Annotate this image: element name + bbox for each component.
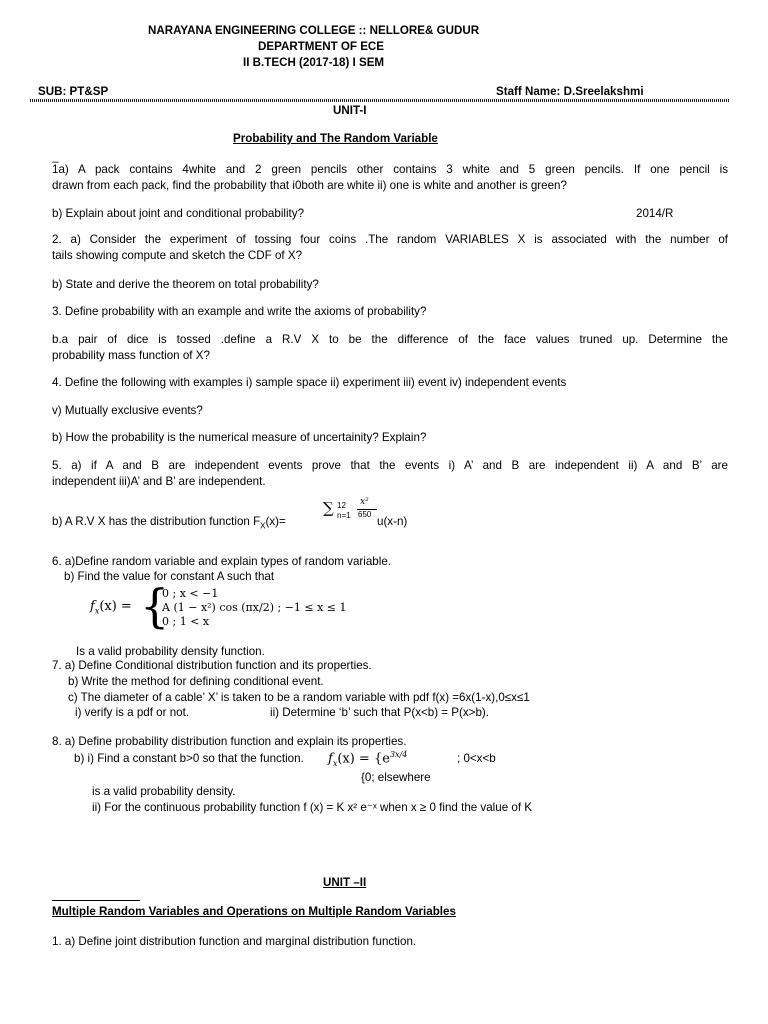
question-7a: 7. a) Define Conditional distribution function and its properties.: [52, 659, 372, 672]
dotted-divider: [30, 99, 730, 102]
unit2-heading: UNIT –II: [323, 876, 367, 889]
unit2-rule: [52, 900, 140, 901]
question-1b-tag: 2014/R: [636, 207, 674, 220]
piecewise-case-3: 0 ; 1 < x: [162, 615, 210, 628]
unit2-question-1a: 1. a) Define joint distribution function and marginal distribution function.: [52, 935, 417, 948]
question-8a: 8. a) Define probability distribution function and explain its properties.: [52, 735, 407, 748]
question-3b-line2: probability mass function of X?: [52, 349, 210, 362]
question-8b-suffix: ; 0<x<b: [457, 752, 496, 765]
q8-arg: (x) = {e: [337, 751, 390, 767]
left-brace-icon: {: [140, 579, 170, 633]
unit1-title: Probability and The Random Variable: [233, 132, 438, 145]
question-5b: [52, 513, 286, 534]
question-1a-line2: drawn from each pack, find the probability that i0both are white ii) one is white and another is green?: [52, 179, 567, 192]
fraction-denominator: 650: [358, 510, 372, 519]
question-6a: 6. a)Define random variable and explain types of random variable.: [52, 555, 391, 568]
question-8b-ii: ii) For the continuous probability function f (x) = K x² e⁻ˣ when x ≥ 0 find the value of K: [92, 801, 532, 814]
question-5b-mid: (x)=: [265, 515, 286, 528]
q8-f: f: [328, 751, 333, 767]
question-5a-line2: independent iii)A’ and B’ are independent.: [52, 475, 266, 488]
question-7c-i: i) verify is a pdf or not.: [75, 706, 190, 719]
question-7c-ii: ii) Determine ‘b’ such that P(x<b) = P(x>b).: [270, 706, 489, 719]
piecewise-case-1: 0 ; x < −1: [162, 587, 219, 600]
question-5b-suffix: u(x-n): [377, 515, 408, 528]
staff-name: Staff Name: D.Sreelakshmi: [496, 85, 644, 98]
piecewise-sub: x: [94, 606, 100, 616]
sum-upper-limit: 12: [337, 501, 346, 510]
fraction-numerator: x²: [360, 497, 369, 507]
sum-symbol: ∑: [323, 499, 334, 517]
department-name: DEPARTMENT OF ECE: [258, 40, 385, 53]
question-5b-subscript: X: [260, 521, 266, 531]
question-4b: b) How the probability is the numerical measure of uncertainity? Explain?: [52, 431, 427, 444]
question-7c: c) The diameter of a cable’ X’ is taken to be a random variable with pdf f(x) =6x(1-x),0≤x≤1: [68, 691, 530, 704]
piecewise-fx: [90, 598, 132, 620]
dash-mark: _: [52, 150, 59, 163]
question-6b: b) Find the value for constant A such that: [64, 570, 275, 583]
college-name: NARAYANA ENGINEERING COLLEGE :: NELLORE& GUDUR: [148, 24, 480, 37]
question-3a: 3. Define probability with an example and write the axioms of probability?: [52, 305, 427, 318]
question-2b: b) State and derive the theorem on total probability?: [52, 278, 319, 291]
question-1b: b) Explain about joint and conditional probability?: [52, 207, 305, 220]
q8-sub: x: [332, 758, 338, 768]
sum-lower-limit: n=1: [337, 511, 351, 520]
piecewise-f: f: [90, 599, 95, 614]
question-1a-line1: 1a) A pack contains 4white and 2 green pencils other contains 3 white and 5 green pencils. If one pencil is: [52, 163, 728, 176]
question-5a-line1: 5. a) if A and B are independent events prove that the events i) A’ and B are independent ii) A and B’ are: [52, 459, 728, 472]
question-5b-prefix: b) A R.V X has the distribution function F: [52, 515, 261, 528]
question-8b-valid: is a valid probability density.: [92, 785, 236, 798]
piecewise-case-2: A (1 − x²) cos (πx/2) ; −1 ≤ x ≤ 1: [162, 601, 347, 614]
semester-label: II B.TECH (2017-18) I SEM: [243, 56, 385, 69]
question-8b-else: {0; elsewhere: [361, 771, 431, 784]
question-7b: b) Write the method for defining conditional event.: [68, 675, 324, 688]
question-8b-prefix: b) i) Find a constant b>0 so that the function.: [74, 752, 304, 765]
question-2a-line2: tails showing compute and sketch the CDF of X?: [52, 249, 303, 262]
question-4a: 4. Define the following with examples i) sample space ii) experiment iii) event iv) independent events: [52, 376, 567, 389]
piecewise-arg: (x) =: [99, 599, 132, 614]
question-4v: v) Mutually exclusive events?: [52, 404, 203, 417]
unit2-title: Multiple Random Variables and Operations on Multiple Random Variables: [52, 905, 456, 918]
question-3b-line1: b.a pair of dice is tossed .define a R.V X to be the difference of the face values truned up. Determine the: [52, 333, 728, 346]
question-2a-line1: 2. a) Consider the experiment of tossing four coins .The random VARIABLES X is associated with the number of: [52, 233, 728, 246]
unit1-heading: UNIT-I: [333, 104, 367, 117]
question-6-pdf: Is a valid probability density function.: [76, 645, 265, 658]
q8-exponent: 3x/4: [389, 750, 408, 759]
subject-label: SUB: PT&SP: [38, 85, 109, 98]
